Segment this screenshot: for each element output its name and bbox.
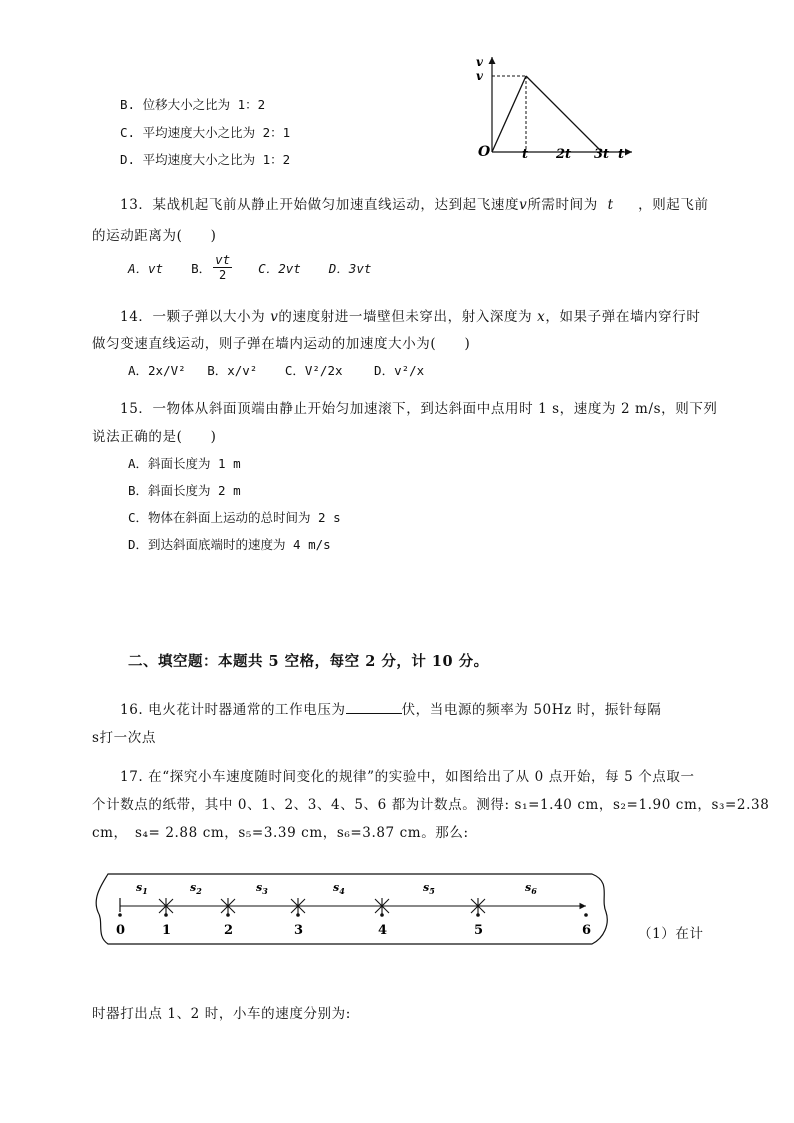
q14-line2: 做匀变速直线运动，则子弹在墙内运动的加速度大小为( ) [92, 336, 471, 352]
graph-x-tick-t: t [522, 147, 529, 162]
q15-line1: 15．一物体从斜面顶端由静止开始匀加速滚下，到达斜面中点用时 1 s，速度为 2 m/s，则下列 [120, 401, 718, 417]
tape-segment-label-s6: $s_6$ [525, 881, 537, 896]
q14-options [128, 361, 424, 379]
tape-point-label-1: 1 [162, 923, 172, 938]
q16-answer-blank [346, 701, 402, 714]
tape-segment-label-s3: $s_3$ [256, 881, 268, 896]
q12-option-d: D. 平均速度大小之比为 1：2 [120, 152, 291, 167]
q14-option-d: D．v²/x [374, 363, 425, 378]
tape-point-label-0: 0 [116, 923, 126, 938]
tape-point-0 [118, 913, 122, 917]
tape-point-label-3: 3 [294, 923, 304, 938]
tape-segment-label-s5: $s_5$ [423, 881, 435, 896]
q13-option-d: D．3vt [328, 260, 372, 276]
q17-sub1-part-b: 时器打出点 1、2 时，小车的速度分别为: [92, 1006, 351, 1022]
tape-point-6 [584, 913, 588, 917]
q16-line1: 16. 电火花计时器通常的工作电压为 伏，当电源的频率为 50Hz 时，振针每隔 [120, 702, 662, 718]
graph-origin-label: O [478, 144, 491, 160]
q15-option-b: B．斜面长度为 2 m [128, 483, 241, 498]
graph-falling-segment [526, 76, 602, 152]
tape-segment-label-s1: $s_1$ [136, 881, 148, 896]
q15-option-d: D．到达斜面底端时的速度为 4 m/s [128, 537, 331, 552]
graph-rising-segment [492, 76, 526, 152]
q14-option-a: A．2x/V² [128, 363, 186, 378]
q12-option-b: B. 位移大小之比为 1：2 [120, 97, 266, 112]
q14-line1: 14．一颗子弹以大小为 v的速度射进一墙壁但未穿出，射入深度为 x，如果子弹在墙内穿行时 [120, 309, 701, 325]
q15-option-c: C．物体在斜面上运动的总时间为 2 s [128, 510, 341, 525]
tape-segment-label-s2: $s_2$ [190, 881, 202, 896]
section2-heading: 二、填空题：本题共 5 空格，每空 2 分，计 10 分。 [128, 653, 489, 670]
q12-option-c: C. 平均速度大小之比为 2：1 [120, 125, 291, 140]
q13-options [128, 252, 371, 283]
q13-option-a: A．vt [128, 260, 164, 276]
graph-y-label: v [476, 55, 483, 69]
q14-option-c: C．V²/2x [284, 363, 343, 378]
q13-line1: 13．某战机起飞前从静止开始做匀加速直线运动，达到起飞速度v所需时间为 t ，则起飞前 [120, 197, 709, 213]
q13-option-b: B． $\frac{vt}{2}$ [191, 252, 231, 282]
graph-x-label: t [618, 147, 625, 162]
q16-line2: s打一次点 [92, 730, 156, 746]
q13-line2: 的运动距离为( ) [92, 228, 217, 244]
tape-point-label-4: 4 [378, 923, 388, 938]
q14-option-b: B．x/v² [207, 363, 258, 378]
q13-option-c: C．2vt [258, 260, 301, 276]
graph-y-tick: v [476, 69, 483, 83]
q17-line1: 17. 在“探究小车速度随时间变化的规律”的实验中，如图给出了从 0 点开始，每 5 个点取一 [120, 769, 695, 785]
velocity-time-graph [470, 52, 640, 164]
paper-tape-diagram [92, 868, 612, 950]
tape-point-1 [164, 913, 168, 917]
tape-point-label-5: 5 [474, 923, 484, 938]
tape-point-5 [476, 913, 480, 917]
q17-line2: 个计数点的纸带，其中 0、1、2、3、4、5、6 都为计数点。测得: s₁=1.40 cm，s₂=1.90 cm，s₃=2.38 [92, 797, 770, 813]
tape-point-2 [226, 913, 230, 917]
q15-option-a: A．斜面长度为 1 m [128, 456, 241, 471]
tape-segment-label-s4: $s_4$ [333, 881, 345, 896]
graph-x-tick-3t: 3t [594, 147, 610, 162]
q15-line2: 说法正确的是( ) [92, 429, 217, 445]
graph-x-tick-2t: 2t [556, 147, 572, 162]
q17-sub1-part-a: （1）在计 [638, 926, 704, 942]
tape-point-4 [380, 913, 384, 917]
tape-point-3 [296, 913, 300, 917]
tape-point-label-2: 2 [224, 923, 234, 938]
tape-point-label-6: 6 [582, 923, 592, 938]
q17-line3: cm， s₄= 2.88 cm，s₅=3.39 cm，s₆=3.87 cm。那么: [92, 825, 469, 841]
